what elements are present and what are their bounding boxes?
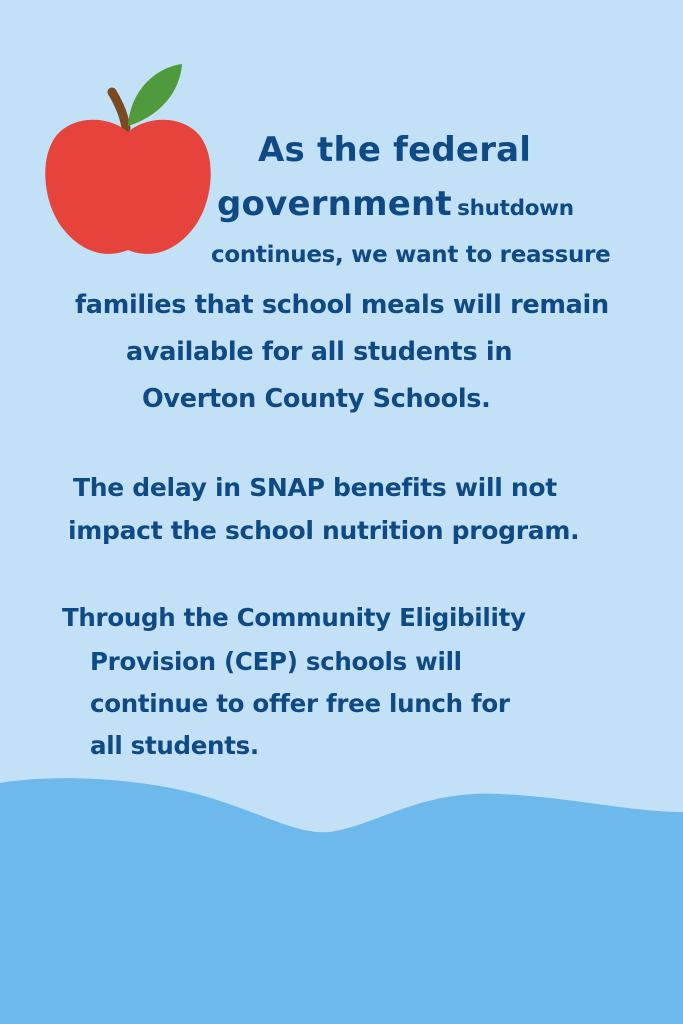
p3-line-2: Provision (CEP) schools will (90, 647, 462, 676)
apple-stem (112, 92, 126, 128)
wave-shape (0, 778, 683, 1024)
p3-line-1: Through the Community Eligibility (62, 603, 526, 632)
p3-line-4: all students. (90, 731, 259, 760)
p2-line-2: impact the school nutrition program. (68, 516, 580, 545)
p1-line-2-rest: shutdown (457, 196, 574, 221)
p1-line-1: As the federal (258, 130, 532, 170)
p1-line-2-emphasis: government (217, 184, 452, 224)
p1-line-5: available for all students in (126, 337, 513, 367)
apple-leaf (128, 64, 182, 126)
p3-line-3: continue to offer free lunch for (90, 689, 510, 718)
p1-line-6: Overton County Schools. (142, 384, 491, 414)
apple-body (45, 120, 210, 254)
p1-line-3: continues, we want to reassure (211, 242, 611, 268)
p1-line-4: families that school meals will remain (75, 290, 609, 320)
p1-line-2 (217, 184, 574, 224)
apple-icon (44, 62, 212, 262)
p2-line-1: The delay in SNAP benefits will not (73, 473, 557, 502)
